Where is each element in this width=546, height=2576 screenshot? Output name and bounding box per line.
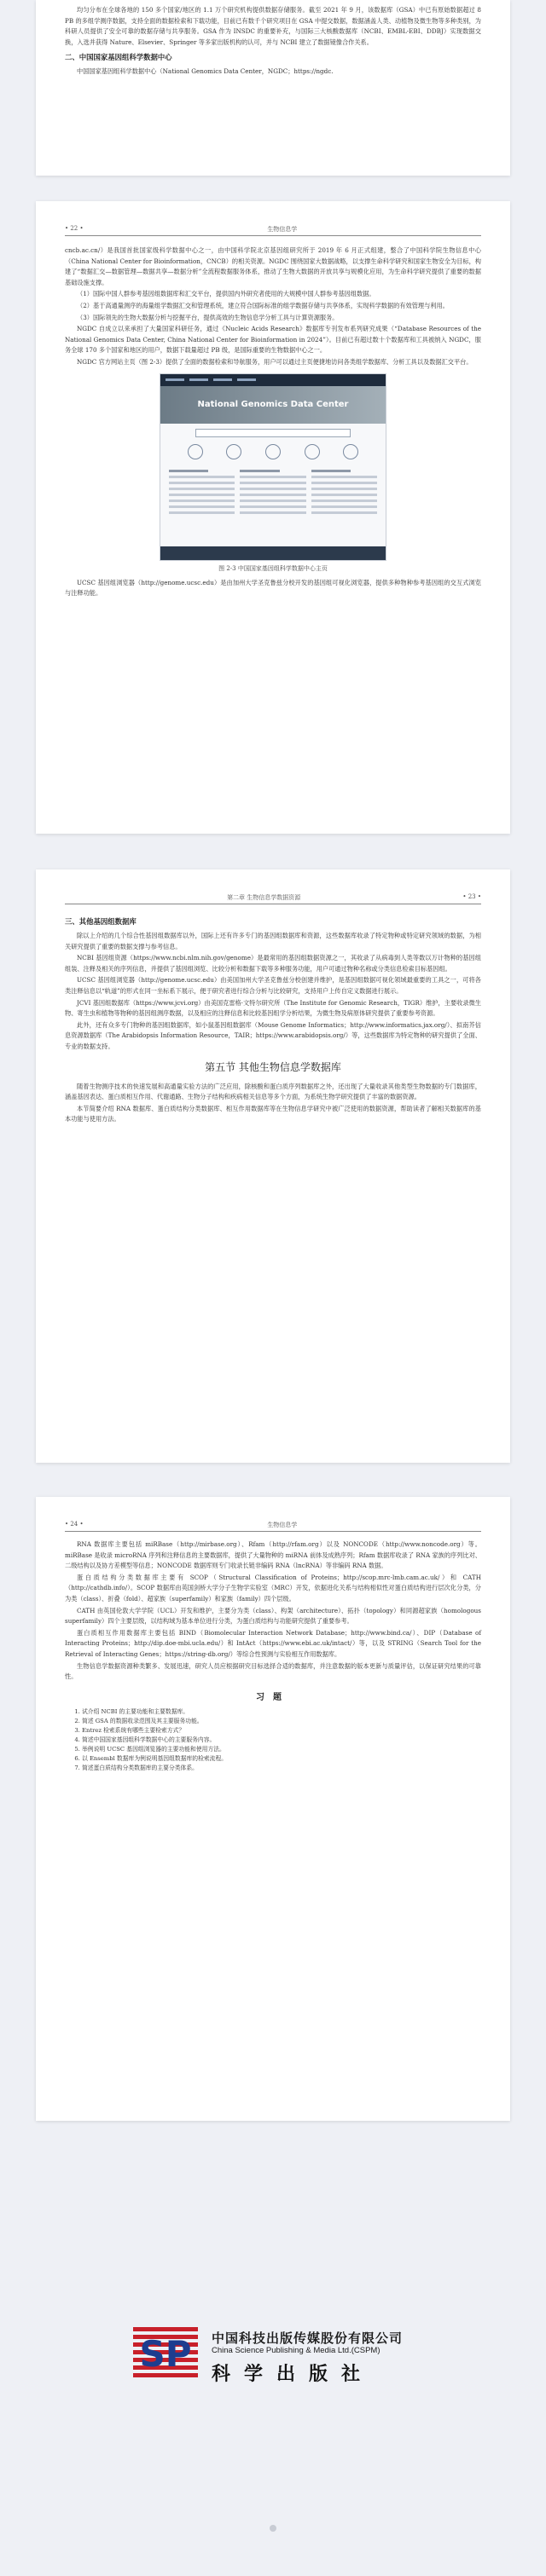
running-title: 生物信息学 [267, 1522, 298, 1528]
page-number: • 22 • [65, 225, 84, 232]
figure-ngdc-homepage [160, 373, 386, 561]
body-paragraph: cncb.ac.cn/）是我国首批国家级科学数据中心之一，由中国科学院北京基因组研究所于 2019 年 6 月正式组建，整合了中国科学院生物信息中心（China National Center for Bioinformation，CNCB）的相关资源。NGDC 围绕国家大数据战略，以支撑生命科学研究和国家生物安全为目标，构建了“数据汇交—数据管理—数据共享—数据分析”全流程数据服务体系，推动了生物大数据的开放共享与规模化应用，为生命科学研究提供了重要的数据基础设施支撑。 [65, 246, 481, 286]
publisher-name-cn: 中国科技出版传媒股份有限公司 [212, 2331, 404, 2346]
figure-caption: 图 2-3 中国国家基因组科学数据中心主页 [218, 564, 328, 572]
help-icon [343, 444, 358, 459]
body-paragraph: 除以上介绍的几个综合性基因组数据库以外，国际上还有许多专门的基因组数据库和资源，这些数据库收录了特定物种或特定研究领域的数据，为相关研究提供了重要的数据支撑与参考信息。 [65, 932, 481, 950]
running-header [65, 1521, 481, 1532]
document-page-1 [36, 0, 510, 176]
figure-banner-title: National Genomics Data Center [160, 386, 386, 424]
figure-footer [160, 546, 386, 560]
page-number: • 24 • [65, 1521, 84, 1528]
section-heading: 三、其他基因组数据库 [65, 917, 136, 926]
body-paragraph: 均匀分布在全球各地的 150 多个国家/地区的 1.1 万个研究机构提供数据存储服务。截至 2021 年 9 月，该数据库（GSA）中已有原始数据超过 8 PB 的多组学测序数据，支持全面的数据检索和下载功能，目前已有数千个研究项目在 GSA 中提交数据，数据涵盖人类、动植物及微生物等多种类别，为科研人员提供了安全可靠的数据存储与共享服务。GSA 作为 INSDC 的重要补充，与国际三大核酸数据库（NCBI、EMBL-EBI、DDBJ）实现数据交换，入选并获得 Nature、Elsevier、Springer 等多家出版机构的认可，并与 NCBI 建立了数据镜像合作关系。 [65, 6, 481, 46]
exercise-list [65, 1707, 481, 1773]
exercise-item: 4. 简述中国国家基因组科学数据中心的主要服务内容。 [82, 1736, 481, 1745]
exercise-item: 6. 以 Ensembl 数据库为例说明基因组数据库的检索流程。 [82, 1754, 481, 1764]
body-paragraph: NGDC 官方网站主页（图 2-3）提供了全面的数据检索和导航服务，用户可以通过主页便捷地访问各类组学数据库、分析工具以及数据汇交平台。 [77, 357, 473, 366]
exercise-item: 7. 简述蛋白质结构分类数据库的主要分类体系。 [82, 1764, 481, 1773]
logo-letters: SP [139, 2333, 192, 2375]
running-header [65, 893, 481, 904]
body-paragraph: RNA 数据库主要包括 miRBase（http://mirbase.org）、Rfam（http://rfam.org）以及 NONCODE（http://www.noncode.org）等。miRBase 是收录 microRNA 序列和注释信息的主要数据库，提供了大量物种的 miRNA 前体及成熟序列；Rfam 数据库收录了 RNA 家族的序列比对、二级结构以及协方差模型等信息；NONCODE 数据库则专门收录长链非编码 RNA（lncRNA）等非编码 RNA 数据。 [65, 1540, 481, 1570]
body-paragraph: JCVI 基因组数据库（https://www.jcvi.org）由美国克雷格·文特尔研究所（The Institute for Genomic Research，TIGR）维护，主要收录微生物、寄生虫和植物等物种的基因组测序数据，以及相应的注释信息和比较基因组学分析结果，为微生物及病原体研究提供了重要参考资源。 [65, 998, 481, 1018]
figure-navbar [160, 374, 386, 386]
document-page-2 [36, 201, 510, 834]
publisher-footer [0, 2327, 546, 2429]
publisher-brand: 科学出版社 [212, 2363, 375, 2385]
body-paragraph: （1）国际中国人群参考基因组数据库和汇交平台，提供国内外研究者使用的大规模中国人群参考基因组数据。 [77, 290, 375, 298]
page-number: • 23 • [462, 893, 481, 900]
running-title: 生物信息学 [267, 226, 298, 233]
download-icon [305, 444, 320, 459]
document-page-4 [36, 1497, 510, 2121]
exercises-title: 习题 [256, 1692, 290, 1702]
exercise-item: 3. Entrez 检索系统有哪些主要检索方式？ [82, 1726, 481, 1736]
figure-search-box [195, 429, 351, 437]
body-paragraph: NGDC 自成立以来承担了大量国家科研任务，通过《Nucleic Acids Research》数据库专刊发布系列研究成果（“Database Resources of the National Genomics Data Center, China National Center for Bioinformation in 2024”）。目前已有超过数十个数据库和工具被纳入 NGDC，服务全球 170 多个国家和地区的用户，数据下载量超过 PB 级，是国际重要的生物数据中心之一。 [65, 325, 481, 355]
database-icon [188, 444, 203, 459]
carousel-dot[interactable] [270, 2525, 276, 2532]
publisher-name-en: China Science Publishing & Media Ltd.(CSPM) [212, 2346, 380, 2355]
body-paragraph: 此外，还有众多专门物种的基因组数据库，如小鼠基因组数据库（Mouse Genome Informatics；http://www.informatics.jax.org/）、拟南芥信息资源数据库（The Arabidopsis Information Resource，TAIR；https://www.arabidopsis.org/）等，这些数据库为特定物种的研究提供了全面、专业的数据支持。 [65, 1020, 481, 1050]
publisher-logo-icon [133, 2327, 198, 2380]
body-paragraph: 生物信息学数据资源种类繁多、发展迅速，研究人员应根据研究目标选择合适的数据库，并注意数据的版本更新与质量评估，以保证研究结果的可靠性。 [65, 1661, 481, 1681]
figure-icon-row [160, 442, 386, 461]
body-paragraph: 随着生物测序技术的快速发展和高通量实验方法的广泛应用，除核酸和蛋白质序列数据库之外，还出现了大量收录其他类型生物数据的专门数据库，涵盖基因表达、蛋白质相互作用、代谢通路、生物分子结构和疾病相关信息等多个方面，为系统生物学研究提供了丰富的数据资源。 [65, 1082, 481, 1101]
tool-icon [226, 444, 241, 459]
document-page-3 [36, 869, 510, 1463]
section-heading: 二、中国国家基因组科学数据中心 [65, 53, 172, 62]
body-paragraph: NCBI 基因组资源（https://www.ncbi.nlm.nih.gov/genome）是最常用的基因组数据资源之一，其收录了从病毒到人类等数以万计物种的基因组组装、注释及相关的序列信息，并提供了基因组浏览、比较分析和数据下载等多种服务功能，用户可通过物种名称或分类信息检索目标基因组。 [65, 954, 481, 973]
exercise-item: 1. 试介绍 NCBI 的主要功能和主要数据库。 [82, 1707, 481, 1717]
body-paragraph: 蛋白质相互作用数据库主要包括 BIND（Biomolecular Interaction Network Database；http://www.bind.ca/）、DIP（Database of Interacting Proteins；http://dip.doe-mbi.ucla.edu/）和 IntAct（https://www.ebi.ac.uk/intact/）等，以及 STRING（Search Tool for the Retrieval of Interacting Genes；https://string-db.org/）等综合性预测与实验相互作用数据库。 [65, 1628, 481, 1658]
body-paragraph: 本节简要介绍 RNA 数据库、蛋白质结构分类数据库、相互作用数据库等在生物信息学研究中被广泛使用的数据资源，帮助读者了解相关数据库的基本功能与使用方法。 [65, 1104, 481, 1123]
body-paragraph: （2）基于高通量测序的海量组学数据汇交和管理系统，建立符合国际标准的组学数据存储与共享体系，实现科学数据的有效管理与利用。 [77, 301, 449, 309]
running-header [65, 225, 481, 236]
body-paragraph: 蛋白质结构分类数据库主要有 SCOP（Structural Classification of Proteins；http://scop.mrc-lmb.cam.ac.uk/）和 CATH（http://cathdb.info/）。SCOP 数据库由英国剑桥大学分子生物学实验室（MRC）开发，依据进化关系与结构相似性对蛋白质结构进行层次化分类，分为类（class）、折叠（fold）、超家族（superfamily）和家族（family）四个层级。 [65, 1573, 481, 1603]
exercise-item: 2. 简述 GSA 的数据收录范围及其主要服务功能。 [82, 1717, 481, 1726]
chapter-section-title: 第五节 其他生物信息学数据库 [205, 1060, 341, 1073]
figure-content-panels [160, 461, 386, 523]
submit-icon [265, 444, 281, 459]
body-paragraph: UCSC 基因组浏览器（http://genome.ucsc.edu）由美国加州大学圣克鲁兹分校创建并维护，是基因组数据可视化领域最重要的工具之一，可将各类注释信息以“轨道”的形式在同一坐标系下展示，便于研究者进行综合分析与比较研究，支持用户上传自定义数据进行展示。 [65, 976, 481, 995]
exercise-item: 5. 举例说明 UCSC 基因组浏览器的主要功能和使用方法。 [82, 1745, 481, 1754]
body-paragraph: CATH 由英国伦敦大学学院（UCL）开发和维护，主要分为类（class）、构架（architecture）、拓扑（topology）和同源超家族（homologous superfamily）四个主要层级，以结构域为基本单位进行分类，为蛋白质结构与功能研究提供了重要参考。 [65, 1606, 481, 1626]
running-title: 第二章 生物信息学数据资源 [227, 894, 301, 901]
body-paragraph: UCSC 基因组浏览器（http://genome.ucsc.edu）是由加州大学圣克鲁兹分校开发的基因组可视化浏览器，提供多种物种参考基因组的交互式浏览与注释功能。 [65, 578, 481, 598]
body-paragraph: 中国国家基因组科学数据中心（National Genomics Data Center，NGDC；https://ngdc. [77, 67, 334, 76]
body-paragraph: （3）国际领先的生物大数据分析与挖掘平台，提供高效的生物信息学分析工具与计算资源服务。 [77, 313, 339, 321]
